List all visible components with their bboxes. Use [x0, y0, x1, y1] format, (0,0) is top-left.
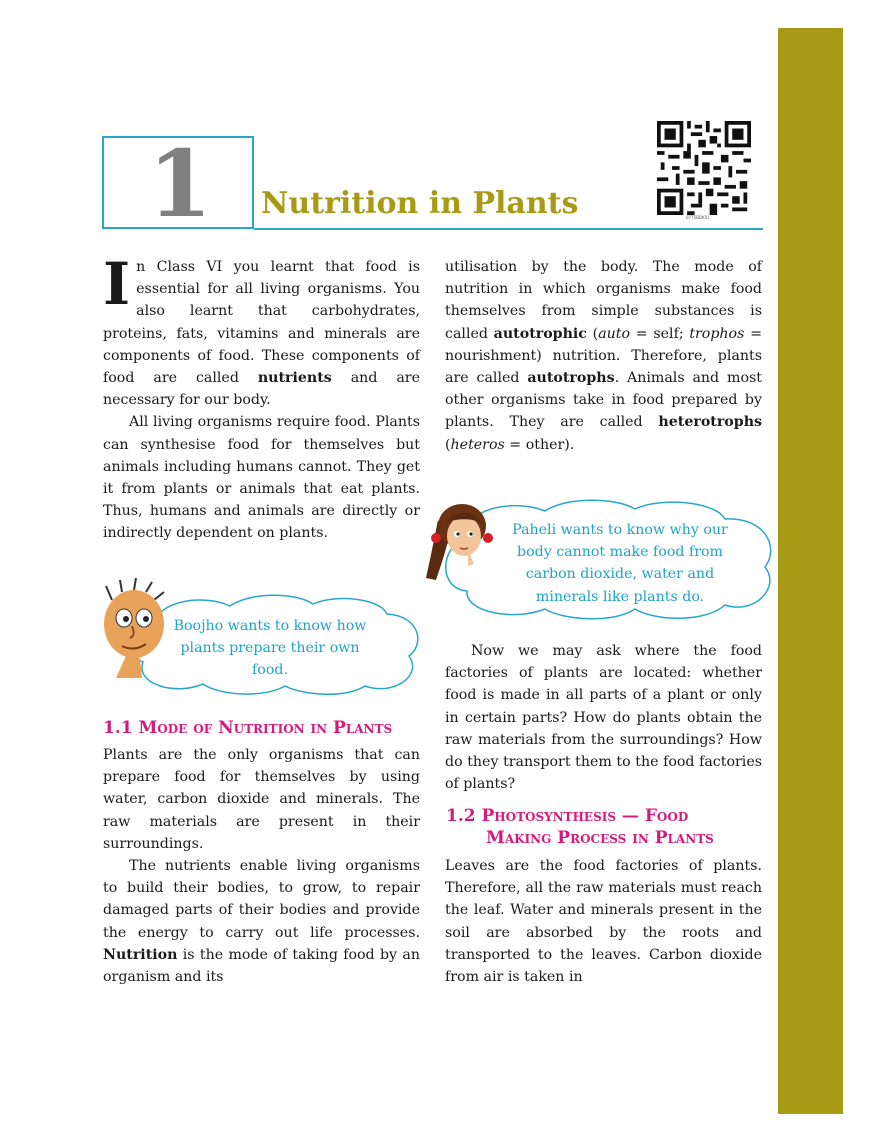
intro-paragraph-2: All living organisms require food. Plants can synthesise food for themselves but animals including humans cannot. They get it from plants or animals that eat plants. Thus, humans and animals are directly or indirectly dependent on plants.: [103, 414, 420, 542]
section-1-2-paragraph-1: Leaves are the food factories of plants. Therefore, all the raw materials must reach the leaf. Water and minerals present in the soil are absorbed by the roots and transported to the leaves. Carbon dioxide from air is taken in: [445, 858, 762, 986]
section-1-1-body: [103, 744, 420, 988]
boojho-character-icon: [96, 578, 172, 678]
intro-paragraph-1: In Class VI you learnt that food is essential for all living organisms. You also learnt that carbohydrates, proteins, fats, vitamins and minerals are components of food. These components of food are called nutrients and are necessary for our body.: [103, 250, 420, 409]
section-1-1-heading: 1.1 Mode of Nutrition in Plants: [103, 718, 393, 738]
section-1-1-paragraph-2: The nutrients enable living organisms to build their bodies, to grow, to repair damaged parts of their bodies and provide the energy to carry out life processes. Nutrition is the mode of taking food by an organism and its: [103, 858, 420, 986]
boojho-question: Boojho wants to know how plants prepare their own food.: [173, 618, 367, 679]
chapter-title: Nutrition in Plants: [261, 186, 579, 221]
food-factory-paragraph: Now we may ask where the food factories of plants are located: whether food is made in all parts of a plant or only in certain parts? How do plants obtain the raw materials from the surroundings? How do they transport them to the food factories of plants?: [445, 643, 762, 793]
chapter-number: 1: [147, 130, 212, 238]
autotroph-paragraph: utilisation by the body. The mode of nutrition in which organisms make food themselves from simple substances is called autotrophic (auto = self; trophos = nourishment) nutrition. Therefore, plants are called autotrophs. Animals and most other organisms take in food prepared by plants. They are called heterotrophs (heteros = other).: [445, 259, 762, 453]
paheli-question: Paheli wants to know why our body cannot make food from carbon dioxide, water and minerals like plants do.: [512, 522, 728, 605]
section-1-2-body: [445, 855, 762, 988]
title-underline: [254, 228, 763, 230]
section-1-2-heading-line-2: Making Process in Plants: [486, 828, 714, 848]
section-1-2-heading-line-1: 1.2 Photosynthesis — Food: [446, 806, 689, 826]
paheli-character-icon: [424, 500, 496, 582]
intro-right-column: [445, 256, 762, 456]
section-1-1-paragraph-1: Plants are the only organisms that can prepare food for themselves by using water, carbon dioxide and minerals. The raw materials are present in their surroundings.: [103, 747, 420, 852]
section-1-2-heading: [446, 805, 766, 849]
qr-code-icon[interactable]: [657, 121, 751, 215]
qr-caption: 0775BDK01: [686, 215, 710, 220]
dropcap-letter: I: [103, 250, 131, 318]
intro-left-column: [103, 250, 420, 545]
side-color-bar: [778, 28, 843, 1114]
chapter-number-box: [102, 130, 254, 238]
